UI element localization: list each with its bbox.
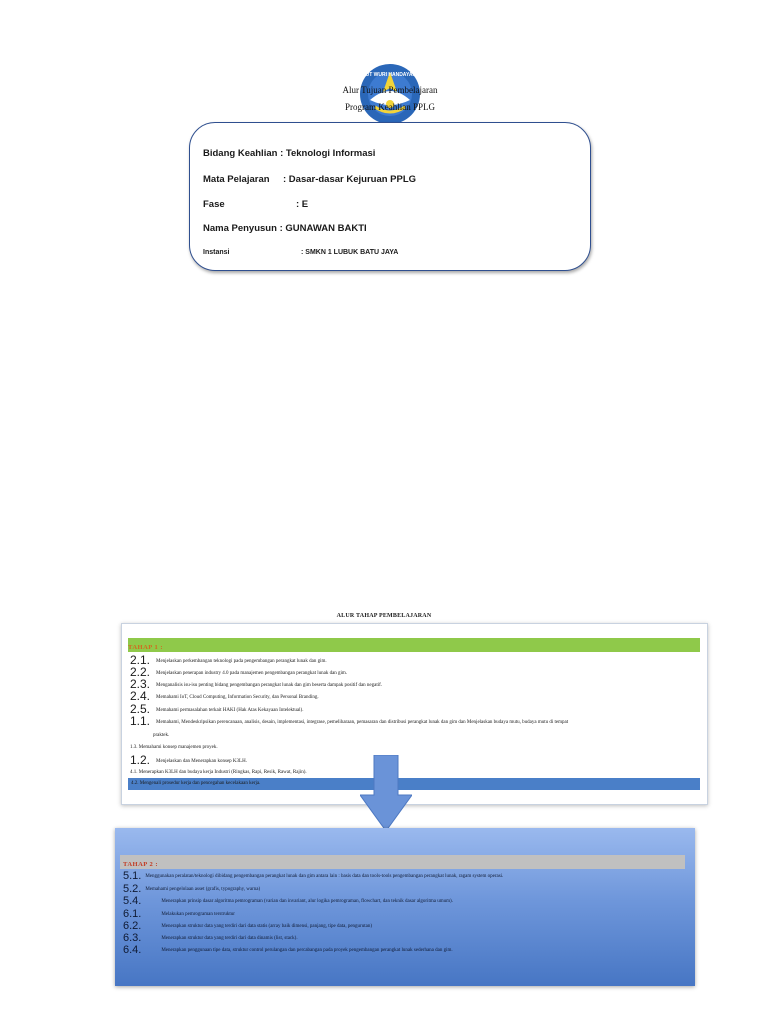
tahap-2-item: [123, 932, 298, 944]
tahap-1-bar: [128, 638, 700, 652]
item-number: 6.4.: [123, 944, 142, 956]
item-text: Menerapkan prinsip dasar algoritma pemrograman (varian dan invariant, alur logika pemrograman, flowchart, dan teknik dasar algoritma umum).: [161, 899, 453, 904]
tahap-1-item: [130, 714, 568, 728]
fase-row: [203, 199, 309, 210]
svg-text:TUT WURI HANDAYANI: TUT WURI HANDAYANI: [362, 72, 418, 78]
tahap-2-item: [123, 883, 260, 895]
item-number: 2.5.: [130, 702, 151, 716]
tahap-2-item: [123, 944, 453, 956]
document-title: [300, 82, 480, 116]
tahap-2-item: [123, 920, 372, 932]
item-text: Menerapkan struktur data yang terdiri dari data statis (array baik dimensi, panjang, tipe data, pengurutan): [161, 924, 372, 929]
bidang-label: Bidang Keahlian: [203, 148, 278, 159]
bidang-row: [203, 148, 375, 159]
tahap-1-label: TAHAP 1 :: [128, 644, 164, 651]
fase-value: : E: [296, 199, 309, 210]
item-number: 1.1.: [130, 714, 151, 728]
item-text: Menerapkan penggunaan tipe data, struktur control perulangan dan percabangan pada proyek pengembangan perangkat lunak sederhana dan gim.: [161, 948, 453, 953]
item-number: 5.4.: [123, 895, 142, 907]
tahap-2-item: [123, 870, 503, 882]
fase-label: Fase: [203, 199, 225, 210]
mapel-row: [203, 174, 417, 185]
bidang-value: : Teknologi Informasi: [280, 148, 376, 159]
item-number: 5.1.: [123, 870, 142, 882]
item-number: 5.2.: [123, 883, 142, 895]
penyusun-value: : GUNAWAN BAKTI: [279, 223, 367, 234]
info-card: [189, 122, 591, 271]
item-number: 6.1.: [123, 908, 142, 920]
item-number: 6.2.: [123, 920, 142, 932]
item-number: 2.2.: [130, 665, 151, 679]
item-text: Menjelaskan penerapan industry 4.0 pada manajemen pengembangan perangkat lunak dan gim.: [156, 671, 348, 676]
item-number: 6.3.: [123, 932, 142, 944]
tahap-1-line: 4.2. Mengenali prosedur kerja dan pencegahan kecelakaan kerja.: [131, 781, 261, 786]
item-number: 2.3.: [130, 677, 151, 691]
tahap-2-item: [123, 908, 235, 920]
tahap-2-label: TAHAP 2 :: [123, 861, 159, 868]
penyusun-label: Nama Penyusun: [203, 223, 277, 234]
alur-title: ALUR TAHAP PEMBELAJARAN: [336, 613, 432, 619]
item-text: Melakukan pemrograman terstruktur: [161, 912, 235, 917]
item-text: Memahami pengelolaan asset (grafis, typography, warna): [145, 887, 261, 892]
tahap-1-highlight-row: [128, 778, 700, 790]
instansi-value: : SMKN 1 LUBUK BATU JAYA: [301, 249, 399, 256]
tahap-1-box: [121, 623, 708, 805]
item-text: Menjelaskan perkembangan teknologi pada pengembangan perangkat lunak dan gim.: [156, 659, 327, 664]
item-text: Memahami IoT, Cloud Computing, Information Security, dan Personal Branding.: [156, 695, 319, 700]
item-text: Menganalisis isu-isu penting bidang pengembangan perangkat lunak dan gim beserta dampak positif dan negatif.: [156, 683, 383, 688]
mapel-label: Mata Pelajaran: [203, 174, 270, 185]
item-text-continuation: praktek.: [153, 733, 170, 738]
item-text: Menjelaskan dan Menerapkan konsep K3LH.: [156, 759, 247, 764]
instansi-row: [203, 249, 399, 256]
item-text: Menerapkan struktur data yang terdiri dari data dinamis (list, stack).: [161, 936, 298, 941]
item-number: 2.1.: [130, 653, 151, 667]
penyusun-row: [203, 223, 367, 234]
tahap-2-item: [123, 895, 453, 907]
tahap-1-item: [130, 689, 319, 703]
item-text: Menggunakan peralatan/teknologi dibidang pengembangan perangkat lunak dan gim antara lain : basis data dan tools-tools pengembangan perangkat lunak, ragam system operasi.: [145, 874, 504, 879]
tahap-1-line: 4.1. Menerapkan K3LH dan budaya kerja Industri (Ringkas, Rapi, Resik, Rawat, Rajin).: [130, 770, 307, 775]
item-number: 1.2.: [130, 753, 151, 767]
down-arrow-icon: [360, 755, 412, 833]
item-text: Memahami, Mendeskripsikan perencanaan, analisis, desain, implementasi, integrase, pemeliharaan, pemasaran dan distribusi perangkat lunak dan gim dan Menjelaskan budaya mutu, budaya mutu di tempat: [156, 720, 569, 725]
tahap-1-line: 1.3. Memahami konsep manajemen proyek.: [130, 745, 218, 750]
tahap-2-box: [115, 828, 695, 986]
tahap-2-bar: [120, 855, 685, 869]
instansi-label: Instansi: [203, 249, 230, 256]
item-number: 2.4.: [130, 689, 151, 703]
title-line-2: Program Keahlian PPLG: [345, 102, 435, 112]
title-line-1: Alur Tujuan Pembelajaran: [342, 85, 438, 95]
tahap-1-item: [130, 753, 247, 767]
mapel-value: : Dasar-dasar Kejuruan PPLG: [283, 174, 417, 185]
item-text: Memahami permasalahan terkait HAKI (Hak Atas Kekayaan Intelektual).: [156, 708, 304, 713]
